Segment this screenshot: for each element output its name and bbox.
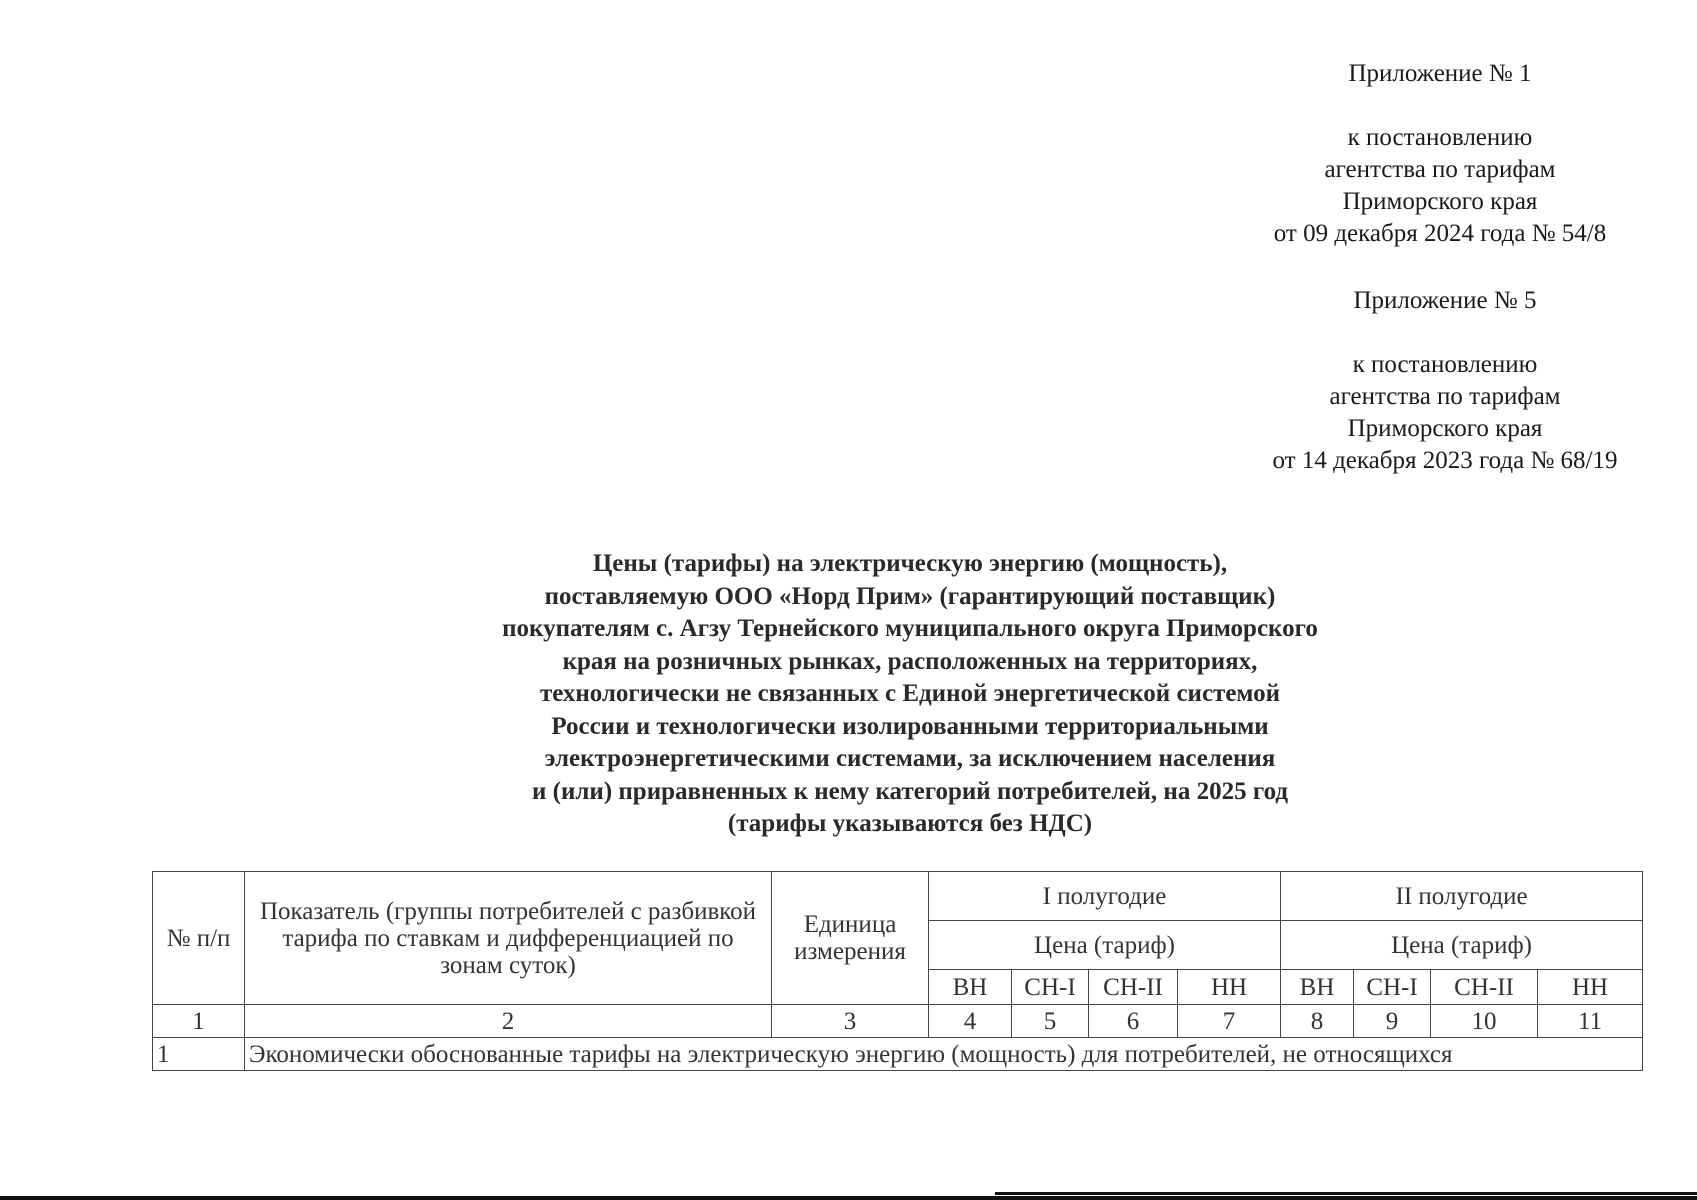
document-title-line: (тарифы указываются без НДС) [727,810,1093,837]
column-number: 4 [929,1005,1012,1038]
annex-1-line-3: Приморского края [1342,188,1538,215]
annex-5-title: Приложение № 5 [1353,287,1537,314]
column-number: 7 [1178,1005,1281,1038]
document-title-line: поставляемую ООО «Норд Прим» (гарантирующий поставщик) [544,582,1276,610]
annex-1-line-1: к постановлению [1347,124,1533,151]
column-number: 10 [1431,1005,1538,1038]
annex-5-line-3: Приморского края [1347,415,1543,442]
header-row-halves [153,872,1643,921]
column-number: 11 [1538,1005,1643,1038]
row-num: 1 [153,1038,245,1071]
header-price-1: Цена (тариф) [929,921,1281,970]
header-half-2: II полугодие [1281,872,1643,921]
column-number: 6 [1089,1005,1178,1038]
header-unit: Единица измерения [772,872,929,1005]
document-title-line: и (или) приравненных к нему категорий потребителей, на 2025 год [532,777,1288,805]
document-title-line: России и технологически изолированными территориальными [551,712,1269,740]
document-title-line: покупателям с. Агзу Тернейского муниципального округа Приморского [502,615,1318,642]
document-title-line: технологически не связанных с Единой энергетической системой [539,680,1281,707]
tariff-table [152,871,1643,1071]
header-level-sn1-1: СН-I [1012,970,1089,1005]
document-title-line: Цены (тарифы) на электрическую энергию (мощность), [592,550,1228,577]
annex-5-line-2: агентства по тарифам [1329,383,1561,410]
document-title-line: края на розничных рынках, расположенных на территориях, [562,647,1258,675]
page-bottom-edge-right [995,1192,1697,1195]
annex-1-line-4: от 09 декабря 2024 года № 54/8 [1273,220,1607,247]
annex-5-line-4: от 14 декабря 2023 года № 68/19 [1272,447,1618,474]
page-bottom-edge [0,1196,1697,1200]
annex-5-line-1: к постановлению [1352,351,1538,378]
header-indicator: Показатель (группы потребителей с разбивкой тарифа по ставкам и дифференциацией по зонам суток) [245,872,772,1005]
header-level-sn2-2: СН-II [1431,970,1538,1005]
header-level-vn-1: ВН [929,970,1012,1005]
annex-5-block [1205,285,1685,477]
document-title [360,548,1460,841]
header-level-nn-1: НН [1178,970,1281,1005]
header-half-1: I полугодие [929,872,1281,921]
table-row [153,1038,1643,1071]
annex-1-line-2: агентства по тарифам [1324,156,1556,183]
header-price-2: Цена (тариф) [1281,921,1643,970]
header-level-vn-2: ВН [1281,970,1354,1005]
column-number-row [153,1005,1643,1038]
column-number: 1 [153,1005,245,1038]
header-num: № п/п [153,872,245,1005]
column-number: 8 [1281,1005,1354,1038]
column-number: 3 [772,1005,929,1038]
header-level-sn1-2: СН-I [1354,970,1431,1005]
annex-1-title: Приложение № 1 [1348,60,1532,87]
column-number: 5 [1012,1005,1089,1038]
header-level-nn-2: НН [1538,970,1643,1005]
row-text: Экономически обоснованные тарифы на электрическую энергию (мощность) для потребителей, не относящихся [245,1038,1643,1071]
document-title-line: электроэнергетическими системами, за исключением населения [544,745,1276,772]
column-number: 9 [1354,1005,1431,1038]
column-number: 2 [245,1005,772,1038]
annex-1-block [1200,58,1680,250]
header-level-sn2-1: СН-II [1089,970,1178,1005]
